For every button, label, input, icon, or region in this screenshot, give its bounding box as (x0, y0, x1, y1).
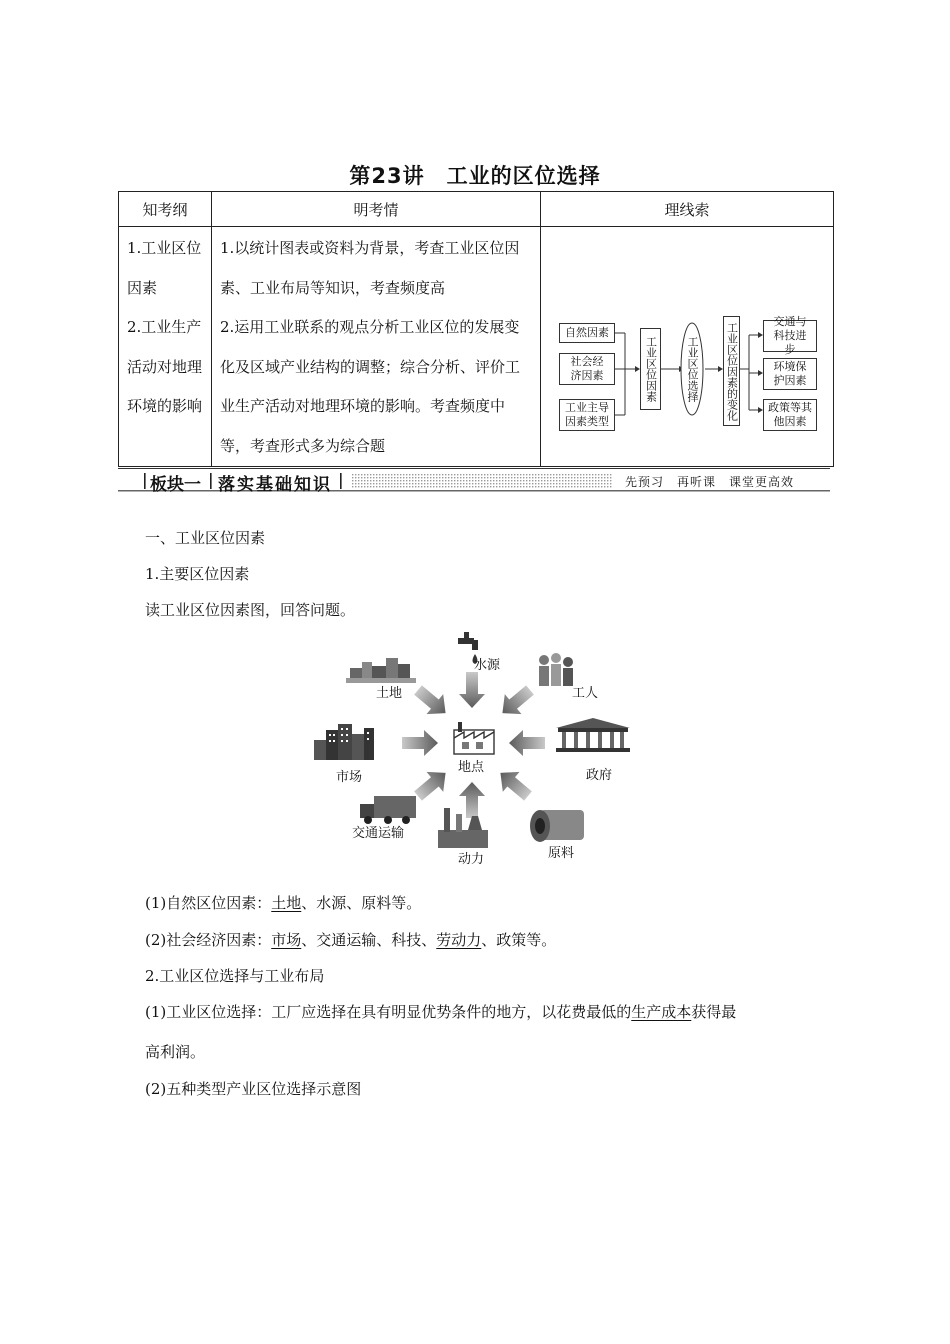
label-power: 动力 (458, 852, 485, 867)
header-syllabus: 知考纲 (119, 192, 212, 227)
power-plant-icon (438, 808, 488, 848)
label-government: 政府 (586, 768, 613, 783)
table-header-row (119, 192, 834, 227)
arrow-power (459, 782, 485, 818)
syllabus-item: 2.工业生产活动对地理环境的影响 (127, 318, 203, 415)
exam-item: 1.以统计图表或资料为背景，考查工业区位因素、工业布局等知识，考查频度高 (220, 239, 520, 297)
workers-icon (539, 653, 573, 686)
clue-diagram (541, 227, 833, 463)
clue-oval-text: 工业区位选择 (686, 336, 699, 402)
arrow-transport (410, 763, 454, 806)
label-workers: 工人 (572, 686, 599, 701)
page-title: 第23讲 工业的区位选择 (349, 164, 601, 188)
subheading-location-choice: 2.工业区位选择与工业布局 (145, 967, 325, 985)
arrow-workers (494, 680, 538, 723)
social-factors-line: (2)社会经济因素：市场、交通运输、科技、劳动力、政策等。 (145, 931, 557, 949)
arrow-land (410, 680, 454, 723)
location-choice-line: (1)工业区位选择：工厂应选择在具有明显优势条件的地方，以花费最低的生产成本获得最 (145, 1003, 737, 1021)
label-water: 水源 (474, 658, 501, 673)
clue-box-policy: 政策等其他因素 (763, 399, 817, 431)
government-building-icon (556, 718, 630, 752)
clue-box-changes: 工业区位因素的变化 (723, 316, 740, 426)
label-land: 土地 (376, 686, 403, 701)
clue-box-social: 社会经济因素 (559, 353, 615, 385)
header-clue: 理线索 (541, 192, 834, 227)
answer-market: 市场 (271, 931, 302, 949)
truck-icon (360, 796, 416, 824)
exam-cell (212, 227, 541, 467)
table-body-row (119, 227, 834, 467)
instruction-text: 读工业区位因素图，回答问题。 (145, 601, 356, 619)
banner-left-label: 板块一 (150, 475, 201, 495)
clue-cell (541, 227, 834, 467)
arrow-market (402, 730, 438, 756)
answer-labor: 劳动力 (436, 931, 482, 949)
arrow-government (509, 730, 545, 756)
syllabus-item: 1.工业区位因素 (127, 239, 202, 297)
outline-table (118, 191, 834, 467)
label-materials: 原料 (548, 846, 575, 861)
label-transport: 交通运输 (352, 826, 405, 841)
label-center: 地点 (458, 760, 485, 775)
section-heading: 一、工业区位因素 (145, 529, 266, 547)
answer-land: 土地 (271, 894, 302, 912)
arrow-water (459, 672, 485, 708)
factory-icon (454, 722, 494, 754)
five-types-heading: (2)五种类型产业区位选择示意图 (145, 1080, 362, 1098)
arrow-materials (492, 763, 536, 806)
syllabus-cell (119, 227, 212, 467)
clue-box-natural: 自然因素 (559, 323, 615, 343)
location-choice-line-cont: 高利润。 (145, 1043, 206, 1061)
clue-box-factors: 工业区位因素 (640, 328, 661, 410)
land-icon (346, 658, 416, 683)
exam-item: 2.运用工业联系的观点分析工业区位的发展变化及区域产业结构的调整；综合分析、评价工业生产活动对地理环境的影响。考查频度中等，考查形式多为综合题 (220, 318, 521, 455)
answer-production-cost: 生产成本 (631, 1003, 692, 1021)
banner-title: 落实基础知识 (218, 475, 332, 495)
header-exam: 明考情 (212, 192, 541, 227)
clue-box-environment: 环境保护因素 (763, 358, 817, 390)
raw-materials-icon (530, 810, 584, 842)
market-city-icon (314, 724, 374, 760)
location-factors-figure (310, 628, 640, 868)
natural-factors-line: (1)自然区位因素：土地、水源、原料等。 (145, 894, 422, 912)
label-market: 市场 (336, 770, 363, 785)
clue-box-transport: 交通与科技进步 (763, 320, 817, 352)
subheading-main-factors: 1.主要区位因素 (145, 565, 250, 583)
clue-box-dominant: 工业主导因素类型 (559, 399, 615, 431)
banner-slogan: 先预习 再听课 课堂更高效 (625, 475, 795, 489)
